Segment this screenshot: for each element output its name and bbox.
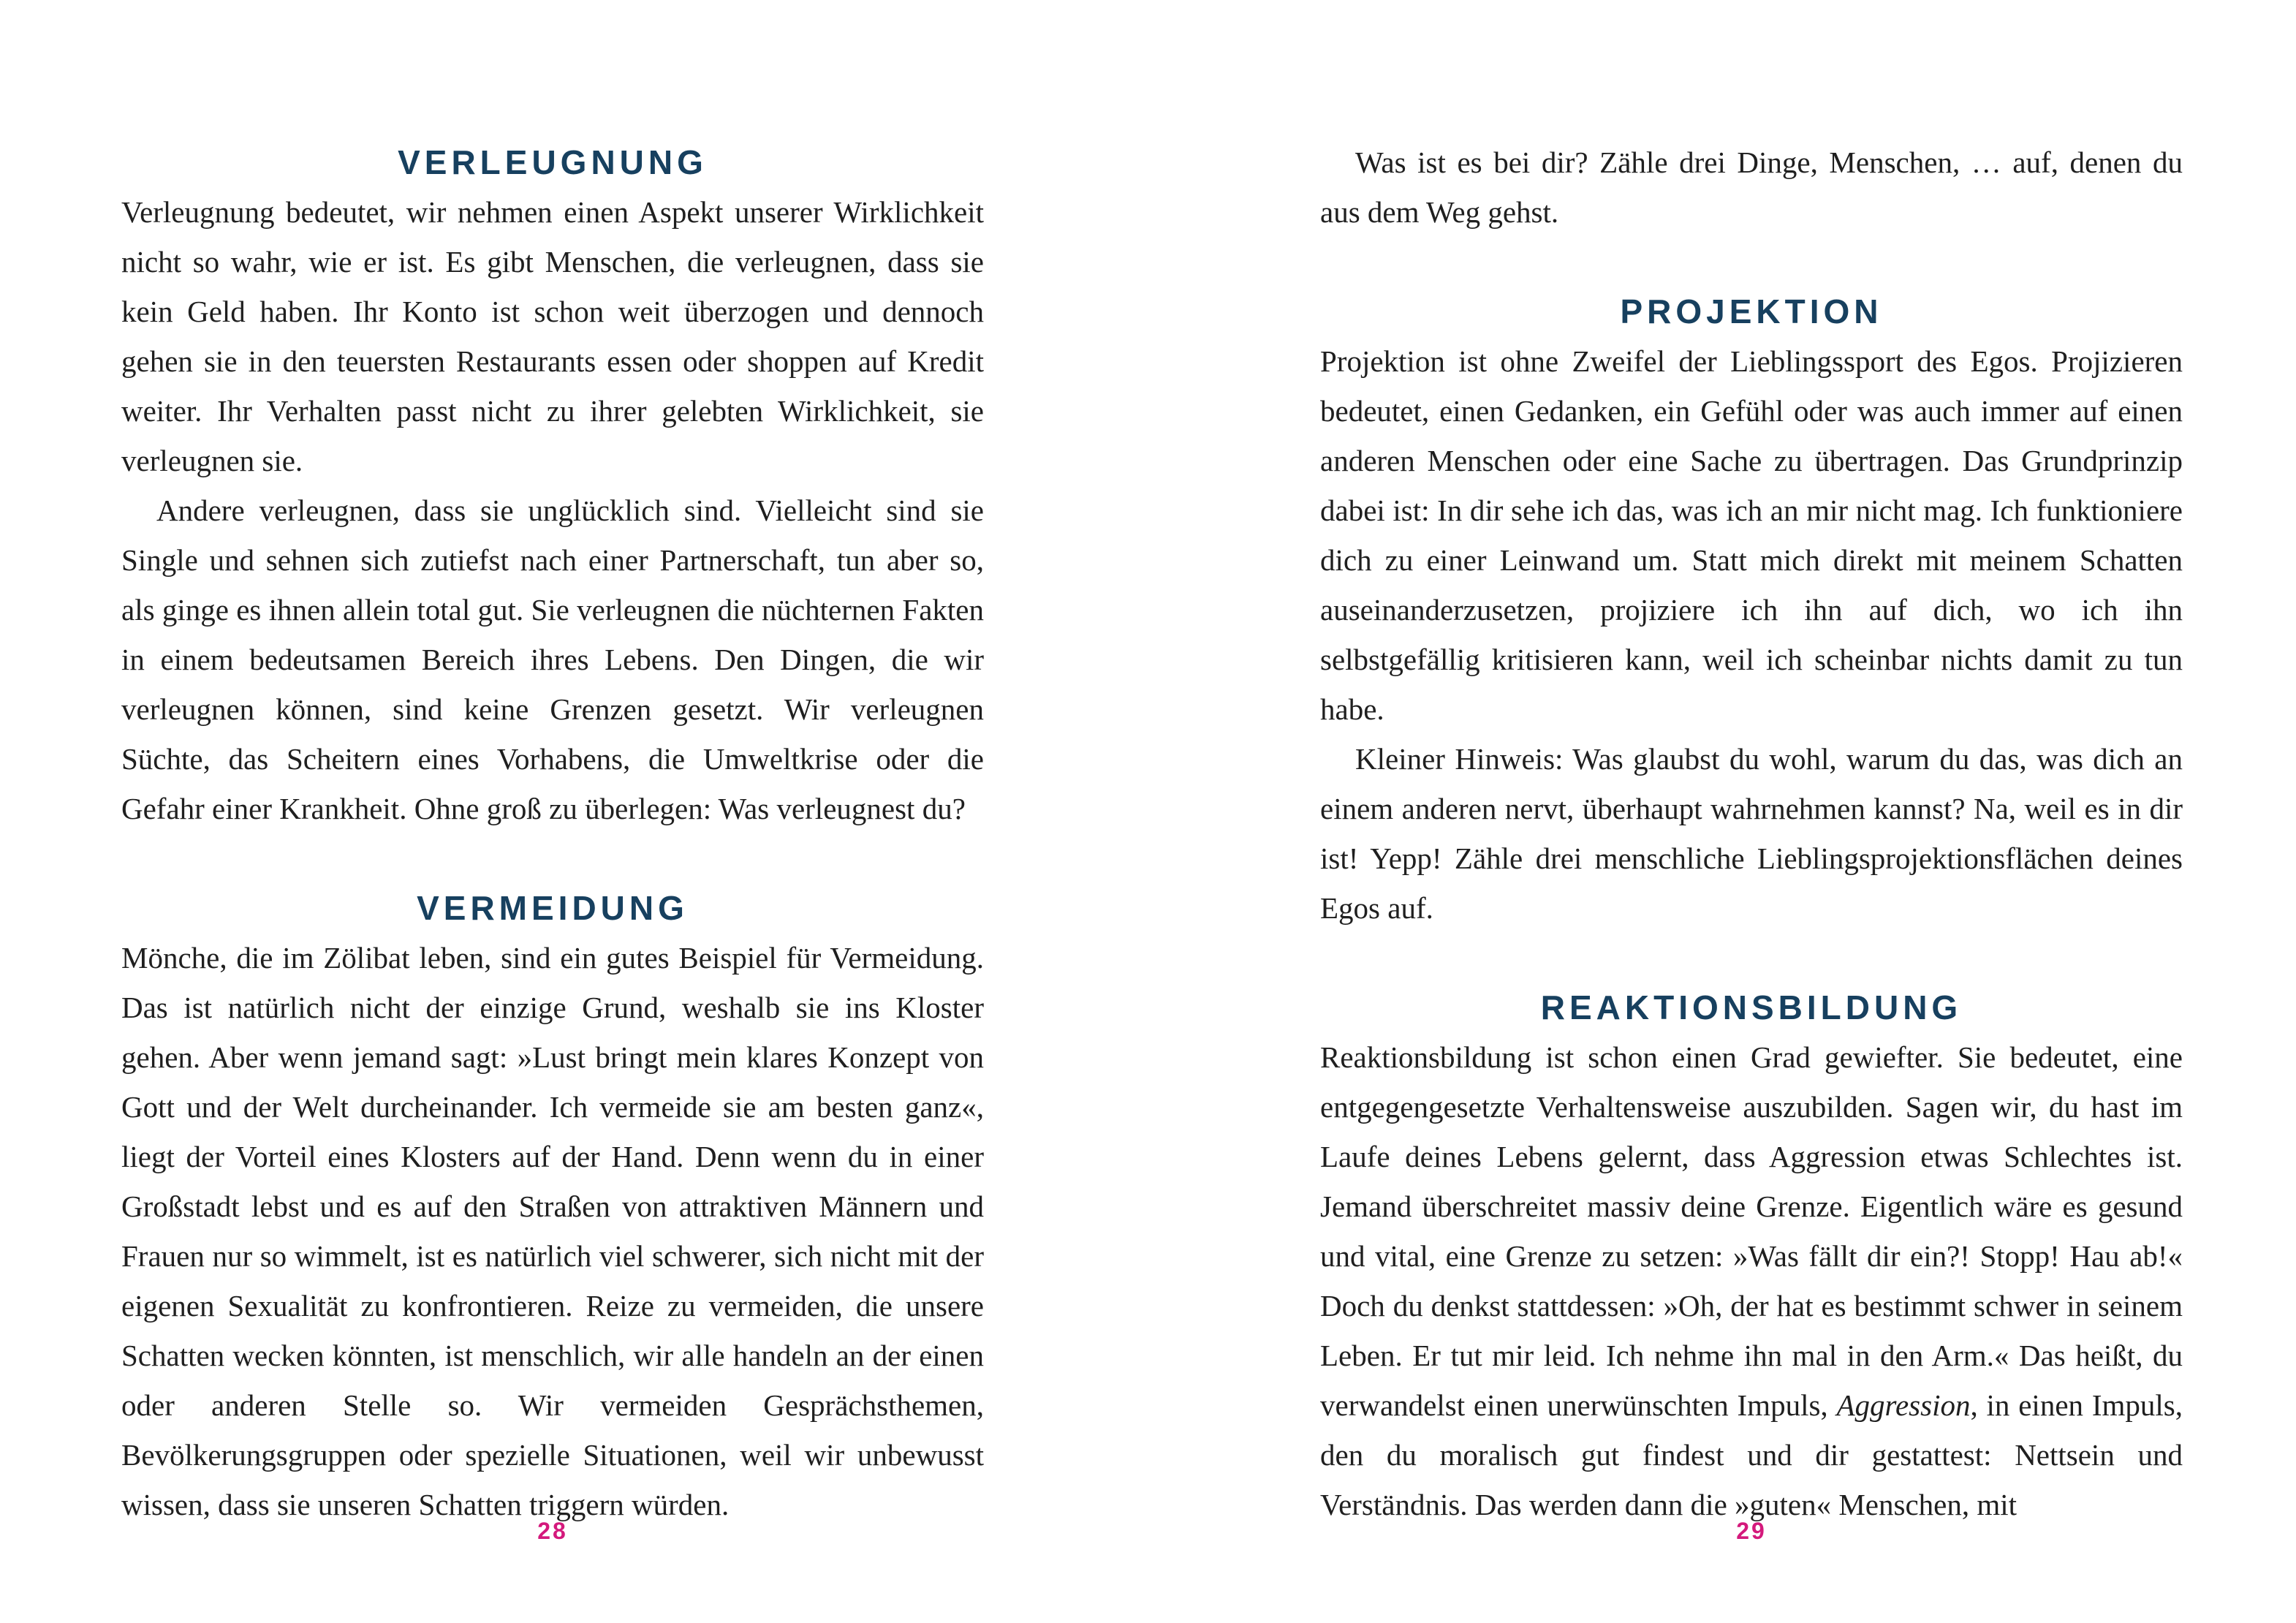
heading-projektion: PROJEKTION [1620,292,1883,330]
heading-verleugnung: VERLEUGNUNG [398,143,708,181]
right-page [1320,0,2183,1623]
paragraph: Verleugnung bedeutet, wir nehmen einen Aspekt unserer Wirklichkeit nicht so wahr, wie er ist. Es gibt Menschen, die verleugnen, dass sie kein Geld haben. Ihr Konto ist schon weit überzogen und dennoch gehen sie in den teuersten Restaurants essen oder shoppen auf Kredit weiter. Ihr Verhalten passt nicht zu ihrer gelebten Wirklichkeit, sie verleugnen sie. [121,195,984,477]
left-page [121,0,984,1623]
paragraph: Andere verleugnen, dass sie unglücklich sind. Vielleicht sind sie Single und sehnen sich zutiefst nach einer Partnerschaft, tun aber so, als ginge es ihnen allein total gut. Sie verleugnen die nüchternen Fakten in einem bedeutsamen Bereich ihres Lebens. Den Dingen, die wir verleugnen können, sind keine Grenzen gesetzt. Wir verleugnen Süchte, das Scheitern eines Vorhabens, die Umweltkrise oder die Gefahr einer Krankheit. Ohne groß zu überlegen: Was verleugnest du? [121,493,984,825]
paragraph: Projektion ist ohne Zweifel der Lieblingssport des Egos. Projizieren bedeutet, einen Gedanken, ein Gefühl oder was auch immer auf einen anderen Menschen oder eine Sache zu übertragen. Das Grundprinzip dabei ist: In dir sehe ich das, was ich an mir nicht mag. Ich funktioniere dich zu einer Leinwand um. Statt mich direkt mit meinem Schatten auseinanderzusetzen, projiziere ich ihn auf dich, wo ich ihn selbstgefällig kritisieren kann, weil ich scheinbar nichts damit zu tun habe. [1320,344,2183,726]
paragraph [1320,1032,2183,1529]
heading-reaktionsbildung: REAKTIONSBILDUNG [1540,988,1963,1026]
paragraph: Mönche, die im Zölibat leben, sind ein gutes Beispiel für Vermeidung. Das ist natürlich nicht der einzige Grund, weshalb sie ins Kloster gehen. Aber wenn jemand sagt: »Lust bringt mein klares Konzept von Gott und der Welt durcheinander. Ich vermeide sie am besten ganz«, liegt der Vorteil eines Klosters auf der Hand. Denn wenn du in einer Großstadt lebst und es auf den Straßen von attraktiven Männern und Frauen nur so wimmelt, ist es natürlich viel schwerer, sich nicht mit der eigenen Sexualität zu konfrontieren. Reize zu vermeiden, die unsere Schatten wecken könnten, ist menschlich, wir alle handeln an der einen oder anderen Stelle so. Wir vermeiden Gesprächsthemen, Bevölkerungsgruppen oder spezielle Situationen, weil wir unbewusst wissen, dass sie unseren Schatten triggern würden. [121,941,984,1521]
emphasized-term: Aggression [1836,1388,1971,1422]
heading-vermeidung: VERMEIDUNG [417,889,689,927]
paragraph: Was ist es bei dir? Zähle drei Dinge, Menschen, … auf, denen du aus dem Weg gehst. [1320,145,2183,229]
paragraph-text: , in einen Impuls, den du moralisch gut findest und dir gestattest: Nettsein und Verständnis. Das werden dann die »guten« Menschen, mit [1320,1388,2183,1521]
page-number: 28 [537,1518,568,1544]
paragraph: Kleiner Hinweis: Was glaubst du wohl, warum du das, was dich an einem anderen nervt, überhaupt wahrnehmen kannst? Na, weil es in dir ist! Yepp! Zähle drei menschliche Lieblingsprojektionsflächen deines Egos auf. [1320,742,2183,925]
paragraph-text: Reaktionsbildung ist schon einen Grad gewiefter. Sie bedeutet, eine entgegengesetzte Verhaltensweise auszubilden. Sagen wir, du hast im Laufe deines Lebens gelernt, dass Aggression etwas Schlechtes ist. Jemand überschreitet massiv deine Grenze. Eigentlich wäre es gesund und vital, eine Grenze zu setzen: »Was fällt dir ein?! Stopp! Hau ab!« Doch du denkst stattdessen: »Oh, der hat es bestimmt schwer in seinem Leben. Er tut mir leid. Ich nehme ihn mal in den Arm.« Das heißt, du verwandelst einen unerwünschten Impuls, [1320,1040,2183,1422]
page-number: 29 [1736,1518,1767,1544]
